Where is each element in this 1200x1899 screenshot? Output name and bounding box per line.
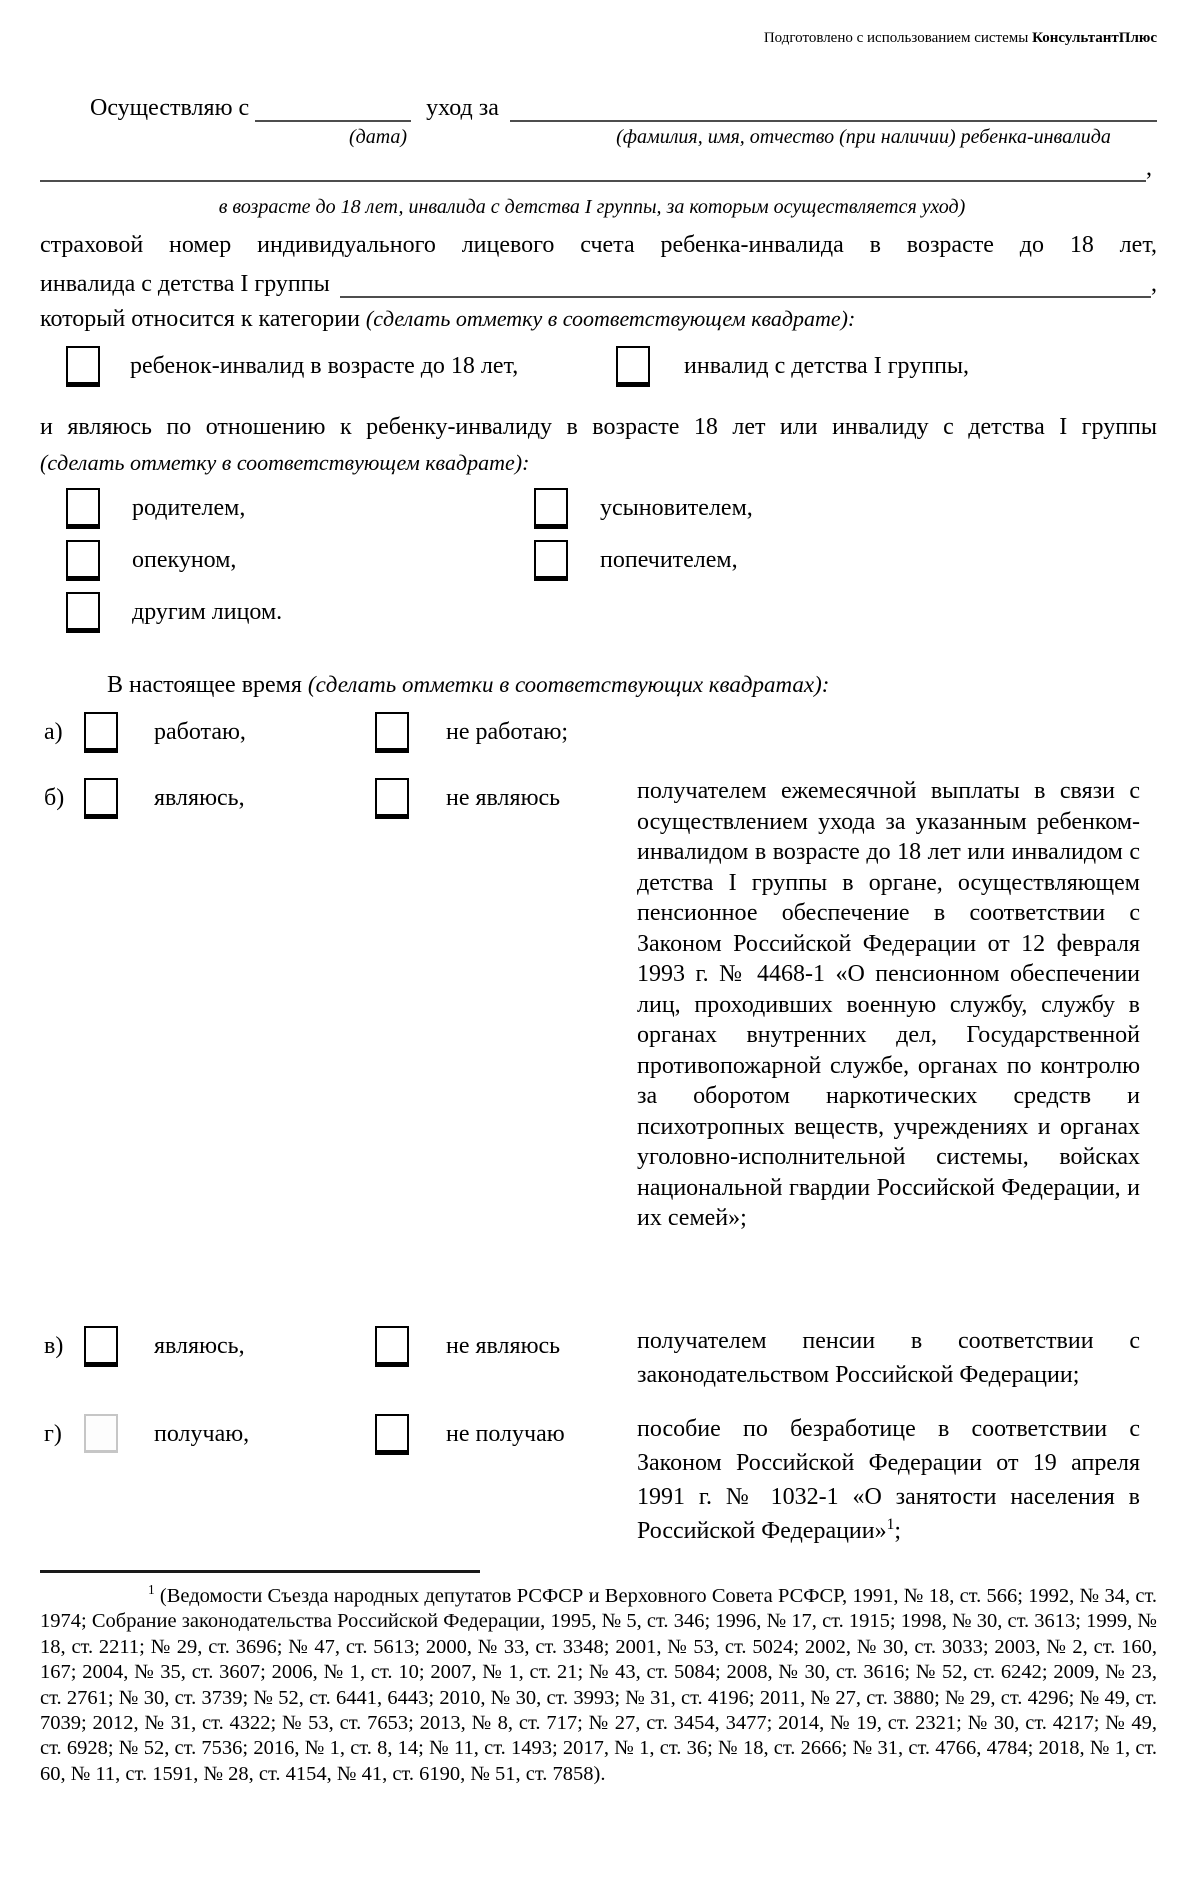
status-desc-g <box>637 1412 1140 1548</box>
footnote-text: (Ведомости Съезда народных депутатов РСФСР и Верховного Совета РСФСР, 1991, № 18, ст. 566; 1992, № 34, ст. 1974; Собрание законодательства Российской Федерации, 1995, № 5, ст. 346; 1996, № 17, ст. 1915; 1998, № 30, ст. 3613; 1999, № 18, ст. 2211; № 29, ст. 3696; № 47, ст. 5613; 2000, № 33, ст. 3348; 2001, № 53, ст. 5024; 2002, № 30, ст. 3033; 2003, № 2, ст. 160, 167; 2004, № 35, ст. 3607; 2006, № 1, ст. 10; 2007, № 1, ст. 21; № 43, ст. 5084; 2008, № 30, ст. 3616; № 52, ст. 6242; 2009, № 23, ст. 2761; № 30, ст. 3739; № 52, ст. 6441, 6443; 2010, № 30, ст. 3993; № 31, ст. 4196; 2011, № 27, ст. 3880; № 29, ст. 4296; № 49, ст. 7039; 2012, № 31, ст. 4322; № 53, ст. 7653; 2013, № 8, ст. 717; № 27, ст. 3454, 3477; 2014, № 19, ст. 2321; № 30, ст. 4217; № 49, ст. 6928; № 52, ст. 7536; 2016, № 1, ст. 8, 14; № 11, ст. 1493; 2017, № 1, ст. 36; № 18, ст. 2666; № 31, ст. 4766, 4784; 2018, № 1, ст. 60, № 11, ст. 1591, № 28, ст. 4154, № 41, ст. 6190, № 51, ст. 7858). <box>40 1585 1157 1785</box>
checkbox-parent[interactable] <box>66 488 100 529</box>
option-label-parent: родителем, <box>132 495 246 521</box>
child-info-line <box>40 150 1152 182</box>
status-desc-g-tail: ; <box>894 1518 902 1544</box>
row-letter-g: г) <box>44 1421 62 1447</box>
label-not-recipient-payment: не являюсь <box>446 785 561 811</box>
footnote-rule <box>40 1570 480 1573</box>
footnote-ref-1: 1 <box>886 1516 895 1533</box>
category-options-row <box>0 346 1200 388</box>
option-label-other-person: другим лицом. <box>132 599 283 625</box>
label-receiving-benefit: получаю, <box>154 1421 250 1447</box>
checkbox-not-pension-recipient[interactable] <box>375 1326 409 1367</box>
child-info-blank[interactable] <box>40 150 1146 182</box>
checkbox-trustee[interactable] <box>534 540 568 581</box>
label-working: работаю, <box>154 719 246 745</box>
care-for-label: уход за <box>426 95 499 121</box>
snils-line1: страховой номер индивидуального лицевого счета ребенка-инвалида в возрасте до 18 лет, <box>40 232 1157 258</box>
checkbox-not-receiving-benefit[interactable] <box>375 1414 409 1455</box>
checkbox-working[interactable] <box>84 712 118 753</box>
checkbox-guardian[interactable] <box>66 540 100 581</box>
checkbox-child-disabled[interactable] <box>66 346 100 387</box>
option-label-disabled-since-childhood: инвалид с детства I группы, <box>684 353 970 379</box>
label-am-recipient-payment: являюсь, <box>154 785 245 811</box>
prepared-with-text: Подготовлено с использованием системы <box>763 30 1029 46</box>
checkbox-other-person[interactable] <box>66 592 100 633</box>
relation-intro: и являюсь по отношению к ребенку-инвалиду в возрасте 18 лет или инвалиду с детства I группы <box>40 414 1157 440</box>
relation-note: (сделать отметку в соответствующем квадрате): <box>40 450 530 475</box>
footnote <box>40 1584 1157 1787</box>
checkbox-not-recipient-payment[interactable] <box>375 778 409 819</box>
checkbox-receiving-benefit[interactable] <box>84 1414 118 1453</box>
label-not-pension-recipient: не являюсь <box>446 1333 561 1359</box>
option-label-child-disabled: ребенок-инвалид в возрасте до 18 лет, <box>130 353 519 379</box>
checkbox-am-pension-recipient[interactable] <box>84 1326 118 1367</box>
option-label-guardian: опекуном, <box>132 547 237 573</box>
status-desc-b: получателем ежемесячной выплаты в связи с осуществлением ухода за указанным ребенком-инвалидом в возрасте до 18 лет или инвалидом с детства I группы в органе, осуществляющем пенсионное обеспечение в соответствии с Законом Российской Федерации от 12 февраля 1993 г. № 4468-1 «О пенсионном обеспечении лиц, проходивших военную службу, службу в органах внутренних дел, Государственной противопожарной службе, органах по контролю за оборотом наркотических средств и психотропных веществ, учреждениях и органах уголовно-исполнительной системы, войсках национальной гвардии Российской Федерации, и их семей»; <box>637 778 1140 1231</box>
row-letter-a: а) <box>44 719 63 745</box>
row-letter-b: б) <box>44 785 65 811</box>
option-label-trustee: попечителем, <box>600 547 738 573</box>
row-letter-v: в) <box>44 1333 64 1359</box>
care-since-label: Осуществляю с <box>90 95 250 121</box>
current-status-intro: В настоящее время <box>107 672 308 698</box>
option-label-adopter: усыновителем, <box>600 495 753 521</box>
current-status-intro-line <box>107 672 829 699</box>
snils-label: инвалида с детства I группы <box>40 271 330 297</box>
category-intro: который относится к категории <box>40 306 366 332</box>
category-intro-line <box>40 306 1157 333</box>
fio-caption: (фамилия, имя, отчество (при наличии) ребенка-инвалида <box>616 126 1111 148</box>
relation-row-3 <box>0 592 1200 634</box>
footnote-marker: 1 <box>148 1582 155 1598</box>
relation-row-1 <box>0 488 1200 530</box>
age-caption: в возрасте до 18 лет, инвалида с детства I группы, за которым осуществляется уход) <box>218 196 966 218</box>
checkbox-adopter[interactable] <box>534 488 568 529</box>
consultant-header <box>764 30 1157 47</box>
relation-row-2 <box>0 540 1200 582</box>
checkbox-disabled-since-childhood[interactable] <box>616 346 650 387</box>
snils-line2 <box>40 266 1157 298</box>
snils-comma: , <box>1151 271 1157 297</box>
status-row-a <box>0 712 1200 754</box>
snils-blank[interactable] <box>340 266 1151 298</box>
date-caption: (дата) <box>348 126 408 148</box>
comma-after-blank: , <box>1146 155 1152 181</box>
consultant-brand: КонсультантПлюс <box>1032 30 1157 46</box>
status-desc-g-text: пособие по безработице в соответствии с Законом Российской Федерации от 19 апреля 1991 г. № 1032-1 «О занятости населения в Российской Федерации» <box>637 1416 1140 1544</box>
checkbox-am-recipient-payment[interactable] <box>84 778 118 819</box>
fio-blank[interactable] <box>510 90 1157 122</box>
label-am-pension-recipient: являюсь, <box>154 1333 245 1359</box>
checkbox-not-working[interactable] <box>375 712 409 753</box>
category-note: (сделать отметку в соответствующем квадрате): <box>365 306 856 331</box>
label-not-working: не работаю; <box>446 719 569 745</box>
opening-line <box>90 84 1157 122</box>
status-desc-v: получателем пенсии в соответствии с законодательством Российской Федерации; <box>637 1328 1140 1388</box>
label-not-receiving-benefit: не получаю <box>446 1421 565 1447</box>
date-blank[interactable] <box>255 90 411 122</box>
current-status-note: (сделать отметки в соответствующих квадратах): <box>307 672 830 697</box>
